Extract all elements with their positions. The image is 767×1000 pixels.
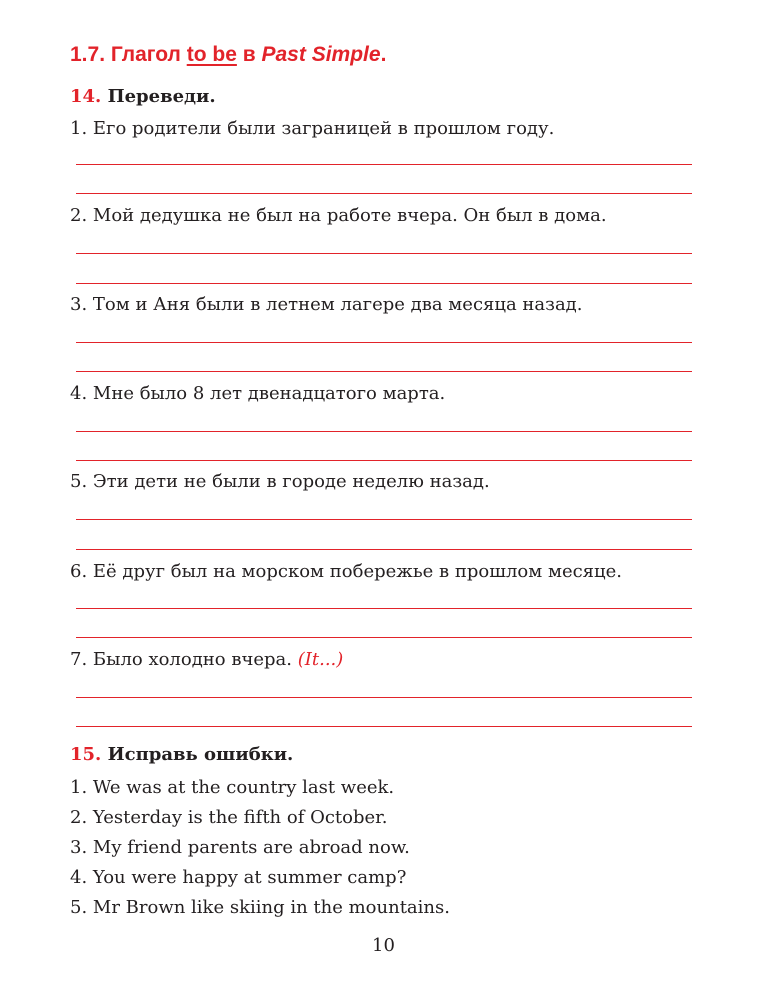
- answer-line-2a[interactable]: [76, 253, 692, 254]
- answer-line-1a[interactable]: [76, 164, 692, 165]
- section-title: [70, 43, 386, 67]
- task-14-item-6: 6. Её друг был на морском побережье в прошлом месяце.: [70, 561, 622, 582]
- task-15-item-4: 4. You were happy at summer camp?: [70, 867, 407, 888]
- answer-line-6b[interactable]: [76, 637, 692, 638]
- task-14-item-3: 3. Том и Аня были в летнем лагере два месяца назад.: [70, 294, 583, 315]
- task-14-item-5: 5. Эти дети не были в городе неделю назад.: [70, 471, 490, 492]
- section-tense: Past Simple: [261, 43, 381, 66]
- page-number: 10: [372, 935, 395, 956]
- task-14-item-4: 4. Мне было 8 лет двенадцатого марта.: [70, 383, 446, 404]
- task-15-item-3: 3. My friend parents are abroad now.: [70, 837, 410, 858]
- task-14-item-7-hint: (It...): [297, 649, 344, 670]
- answer-line-5a[interactable]: [76, 519, 692, 520]
- task-15-item-2: 2. Yesterday is the fifth of October.: [70, 807, 388, 828]
- task-15-item-5: 5. Mr Brown like skiing in the mountains.: [70, 897, 450, 918]
- task-14-item-7: [70, 649, 343, 670]
- task-14-item-1: 1. Его родители были заграницей в прошлом году.: [70, 118, 555, 139]
- task-15-title: Исправь ошибки.: [107, 744, 294, 765]
- section-keyword: to be: [186, 43, 237, 66]
- answer-line-3a[interactable]: [76, 342, 692, 343]
- section-word-mid: в: [242, 43, 256, 66]
- answer-line-3b[interactable]: [76, 371, 692, 372]
- task-14-title: Переведи.: [107, 86, 216, 107]
- task-14-item-2: 2. Мой дедушка не был на работе вчера. Он был в дома.: [70, 205, 607, 226]
- section-end: .: [380, 43, 387, 66]
- answer-line-7a[interactable]: [76, 697, 692, 698]
- answer-line-4b[interactable]: [76, 460, 692, 461]
- task-14-item-7-text: 7. Было холодно вчера.: [70, 649, 293, 670]
- task-15-item-1: 1. We was at the country last week.: [70, 777, 395, 798]
- section-word-before: Глагол: [110, 43, 181, 66]
- answer-line-6a[interactable]: [76, 608, 692, 609]
- answer-line-4a[interactable]: [76, 431, 692, 432]
- task-15-heading: [70, 744, 293, 765]
- answer-line-7b[interactable]: [76, 726, 692, 727]
- task-14-heading: [70, 86, 216, 107]
- answer-line-1b[interactable]: [76, 193, 692, 194]
- task-15-number: 15.: [70, 744, 102, 765]
- answer-line-5b[interactable]: [76, 549, 692, 550]
- answer-line-2b[interactable]: [76, 283, 692, 284]
- section-number: 1.7.: [70, 43, 106, 66]
- task-14-number: 14.: [70, 86, 102, 107]
